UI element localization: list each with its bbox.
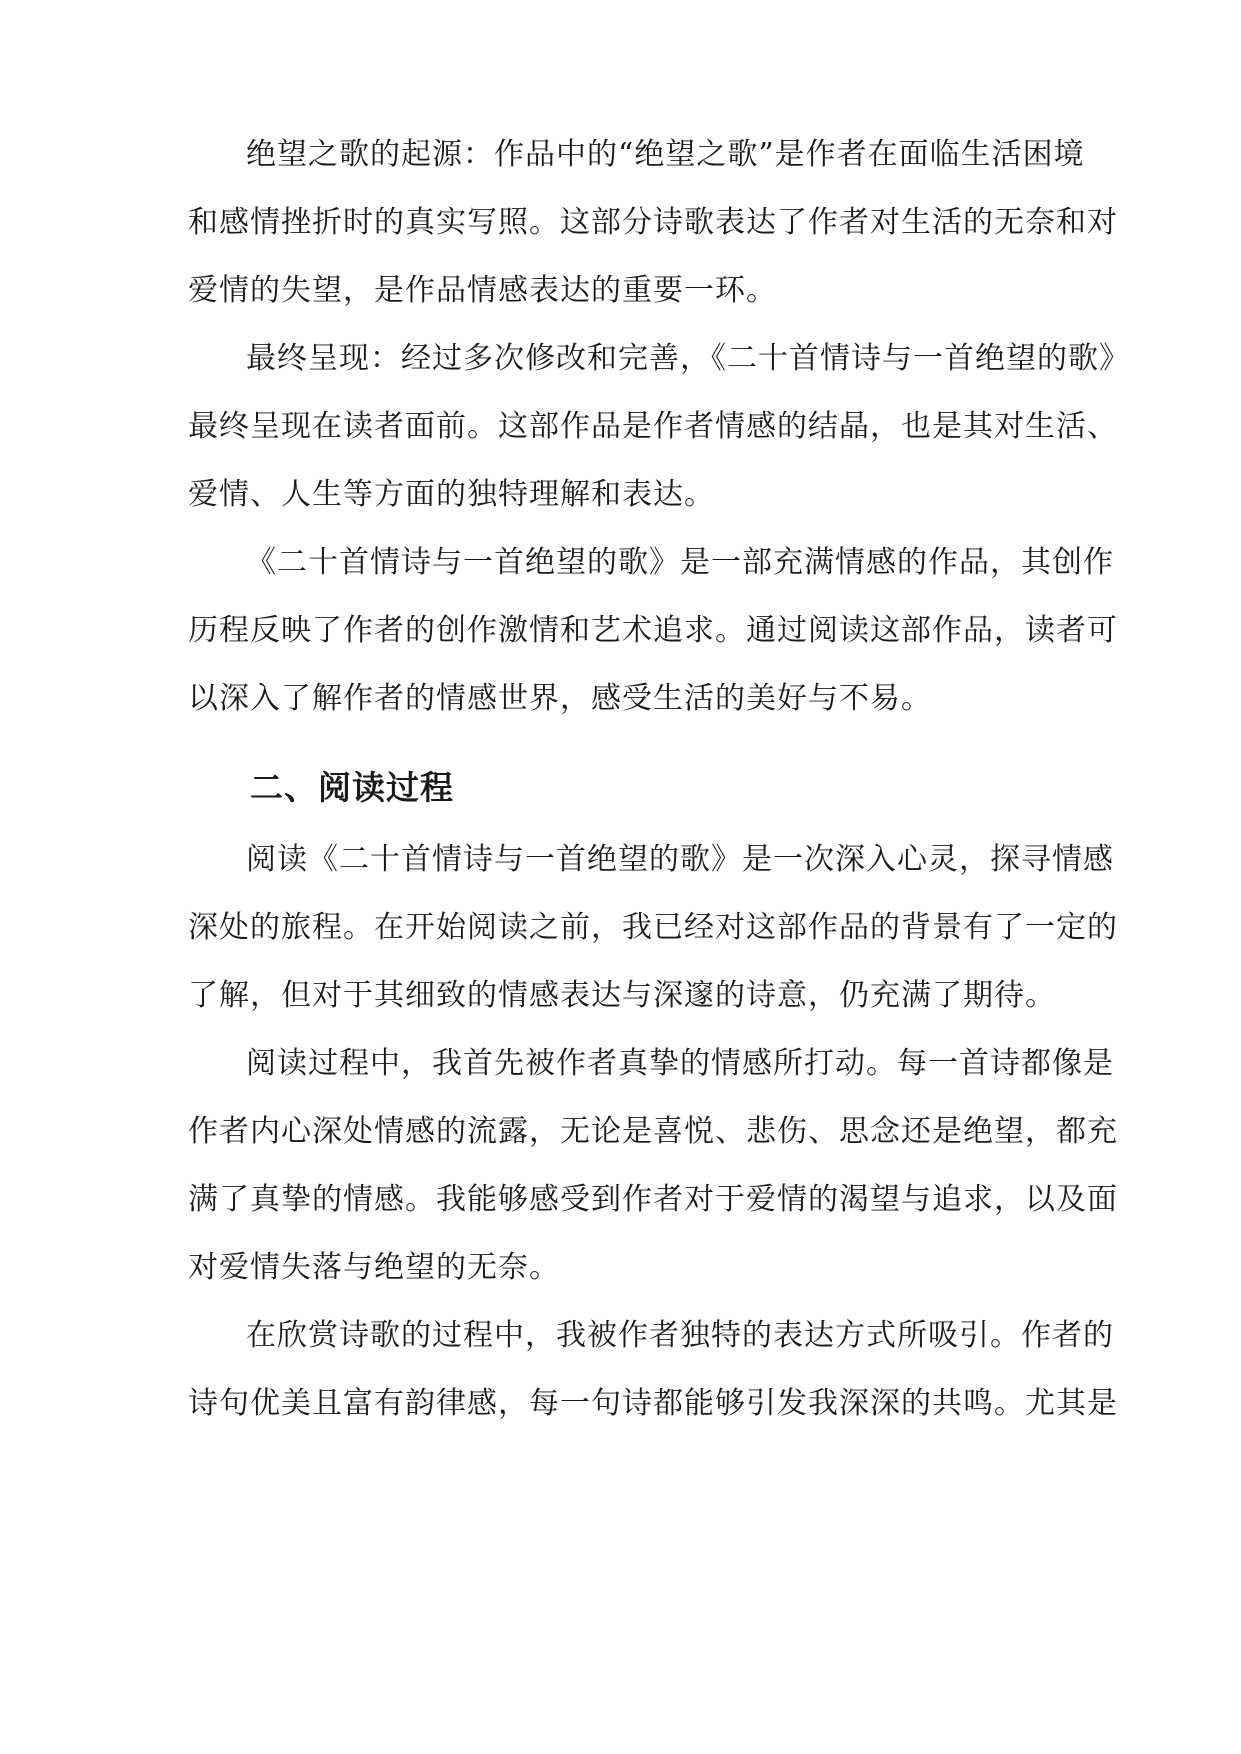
paragraph-line: 深处的旅程。在开始阅读之前，我已经对这部作品的背景有了一定的 — [188, 910, 1118, 945]
paragraph-line: 历程反映了作者的创作激情和艺术追求。通过阅读这部作品，读者可 — [188, 613, 1118, 648]
paragraph-line: 爱情、人生等方面的独特理解和表达。 — [188, 477, 715, 512]
paragraph-line: 绝望之歌的起源：作品中的“绝望之歌”是作者在面临生活困境 — [246, 137, 1085, 172]
paragraph-line: 阅读《二十首情诗与一首绝望的歌》是一次深入心灵，探寻情感 — [246, 842, 1114, 877]
paragraph-line: 阅读过程中，我首先被作者真挚的情感所打动。每一首诗都像是 — [246, 1046, 1114, 1081]
paragraph-line: 和感情挫折时的真实写照。这部分诗歌表达了作者对生活的无奈和对 — [188, 205, 1118, 240]
paragraph-line: 满了真挚的情感。我能够感受到作者对于爱情的渴望与追求，以及面 — [188, 1182, 1118, 1217]
paragraph-line: 最终呈现在读者面前。这部作品是作者情感的结晶，也是其对生活、 — [188, 409, 1118, 444]
paragraph-line: 在欣赏诗歌的过程中，我被作者独特的表达方式所吸引。作者的 — [246, 1318, 1114, 1353]
paragraph-line: 以深入了解作者的情感世界，感受生活的美好与不易。 — [188, 681, 932, 716]
paragraph-line: 《二十首情诗与一首绝望的歌》是一部充满情感的作品，其创作 — [246, 545, 1114, 580]
paragraph-line: 了解，但对于其细致的情感表达与深邃的诗意，仍充满了期待。 — [188, 978, 1056, 1013]
paragraph-line: 最终呈现：经过多次修改和完善，《二十首情诗与一首绝望的歌》 — [246, 341, 1130, 376]
paragraph-line: 作者内心深处情感的流露，无论是喜悦、悲伤、思念还是绝望，都充 — [188, 1114, 1118, 1149]
paragraph-line: 爱情的失望，是作品情感表达的重要一环。 — [188, 273, 777, 308]
paragraph-line: 诗句优美且富有韵律感，每一句诗都能够引发我深深的共鸣。尤其是 — [188, 1386, 1118, 1421]
paragraph-line: 对爱情失落与绝望的无奈。 — [188, 1250, 560, 1285]
section-heading: 二、阅读过程 — [250, 768, 454, 807]
